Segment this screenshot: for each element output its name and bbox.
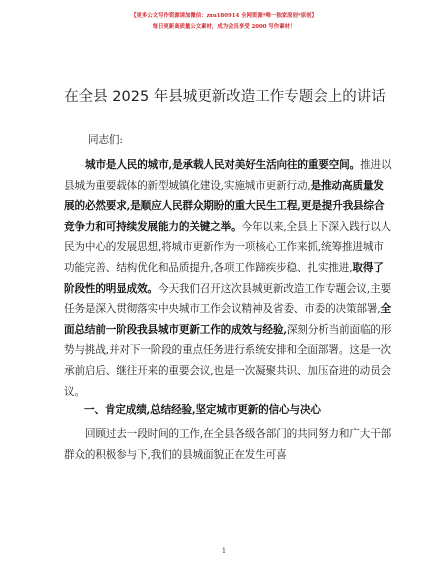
section-heading-1: 一、肯定成绩,总结经验,坚定城市更新的信心与决心	[84, 404, 321, 416]
p1-sentence-5: 取得了阶段性的明显成效。	[64, 261, 384, 295]
page-number: 1	[221, 547, 227, 555]
greeting: 同志们:	[88, 134, 123, 146]
p1-sentence-7: 全面总结前一阶段我县城市更新工作的成效与经验,	[64, 303, 391, 336]
p1-sentence-3: 是推动高质量发展的必然要求,是顺应人民群众期盼的重大民生工程,更是提升我县综合竞争力和可持续发展能力的关键之举。	[64, 179, 385, 233]
document-title: 在全县 2025 年县城更新改造工作专题会上的讲话	[64, 89, 386, 105]
promo-banner-line-2: 每日更新高质量公文素材，成为会员享受 2000 写作素材！	[152, 24, 296, 30]
promo-banner-line-1: 【更多公文写作资源请加微信：zxu180914 全网资源*唯一独家原创*原创】	[131, 13, 317, 19]
p1-sentence-1: 城市是人民的城市,是承载人民对美好生活向往的重要空间。	[85, 159, 361, 171]
paragraph-1	[64, 155, 394, 402]
paragraph-2	[64, 424, 394, 465]
p1-sentence-4: 今年以来,全县上下深入践行以人民为中心的发展思想,将城市更新作为一项核心工作来抓,统筹推进城市功能完善、结构优化和品质提升,各项工作蹄疾步稳、扎实推进,	[64, 220, 391, 274]
p1-sentence-2: 推进以县城为重要载体的新型城镇化建设,实施城市更新行动,	[64, 159, 392, 192]
p1-sentence-8: 深刻分析当前面临的形势与挑战,并对下一阶段的重点任务进行系统安排和全面部署。这是一次承前启后、继往开来的重要会议,也是一次凝聚共识、加压奋进的动员会议。	[64, 323, 392, 398]
p1-sentence-6: 今天我们召开这次县城更新改造工作专题会议,主要任务是深入贯彻落实中央城市工作会议精神及省委、市委的决策部署,	[64, 282, 391, 316]
p2-text: 回顾过去一段时间的工作,在全县各级各部门的共同努力和广大干部群众的积极参与下,我们的县城面貌正在发生可喜	[64, 428, 392, 461]
